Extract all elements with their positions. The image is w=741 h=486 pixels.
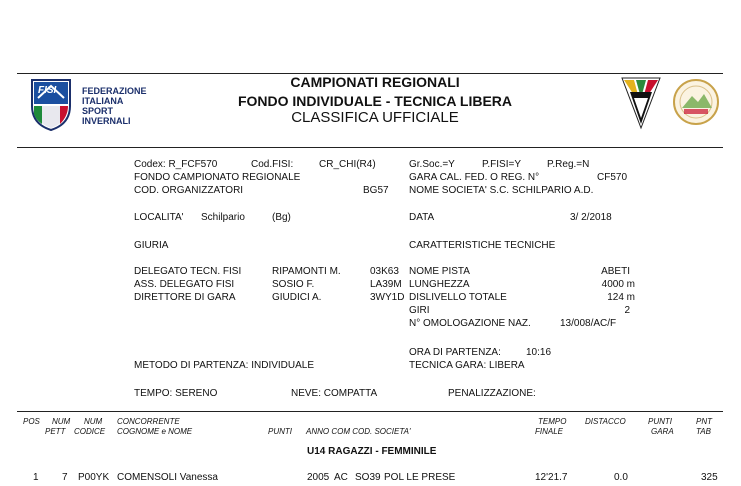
cod-fisi-label: Cod.FISI: — [251, 159, 294, 170]
tech-value-2: 4000 m — [601, 279, 635, 290]
event-logo — [620, 76, 662, 130]
org-line-2: ITALIANA — [82, 96, 124, 106]
col-num-pett-1: NUM — [52, 417, 71, 426]
tempo-meteo: TEMPO: SERENO — [134, 388, 218, 399]
fisi-logo — [28, 76, 74, 132]
tech-label-4: GIRI — [409, 305, 430, 316]
table-header-rule — [17, 411, 723, 412]
localita-value: Schilpario — [201, 212, 245, 223]
title-line-1: CAMPIONATI REGIONALI — [290, 74, 460, 90]
penalizzazione: PENALIZZAZIONE: — [448, 388, 536, 399]
row-com: AC — [334, 472, 348, 483]
tech-value-3: 124 m — [607, 292, 635, 303]
title-line-2: FONDO INDIVIDUALE - TECNICA LIBERA — [237, 93, 513, 109]
row-codice: P00YK — [78, 472, 110, 483]
title-line-3: CLASSIFICA UFFICIALE — [291, 109, 459, 126]
row-societa: POL LE PRESE — [384, 472, 456, 483]
org-line-1: FEDERAZIONE — [82, 86, 147, 96]
jury-role-1: DELEGATO TECN. FISI — [134, 266, 242, 277]
col-punti-gara-2: GARA — [651, 427, 674, 436]
col-concorrente-2: COGNOME e NOME — [117, 427, 193, 436]
col-distacco: DISTACCO — [585, 417, 626, 426]
tech-label-2: LUNGHEZZA — [409, 279, 470, 290]
ora-partenza-label: ORA DI PARTENZA: — [409, 347, 501, 358]
col-num-pett-2: PETT — [45, 427, 66, 436]
neve: NEVE: COMPATTA — [291, 388, 378, 399]
cod-org-label: COD. ORGANIZZATORI — [134, 185, 244, 196]
fondo-text: FONDO CAMPIONATO REGIONALE — [134, 172, 301, 183]
provincia: (Bg) — [272, 212, 291, 223]
col-anno-societa: ANNO COM COD. SOCIETA' — [306, 427, 411, 436]
jury-name-1: RIPAMONTI M. — [272, 266, 341, 277]
org-line-4: INVERNALI — [82, 116, 131, 126]
jury-name-2: SOSIO F. — [272, 279, 315, 290]
tech-label-5: N° OMOLOGAZIONE NAZ. — [409, 318, 531, 329]
cod-org-value: BG57 — [363, 185, 389, 196]
tech-value-5: 13/008/AC/F — [560, 318, 617, 329]
gr-soc: Gr.Soc.=Y — [409, 159, 455, 170]
codex-text: Codex: R_FCF570 — [134, 159, 218, 170]
ora-partenza-value: 10:16 — [526, 347, 552, 358]
localita-label: LOCALITA' — [134, 212, 184, 223]
col-punti-gara-1: PUNTI — [648, 417, 672, 426]
col-punti: PUNTI — [268, 427, 292, 436]
jury-role-3: DIRETTORE DI GARA — [134, 292, 236, 303]
jury-code-2: LA39M — [370, 279, 402, 290]
row-pos: 1 — [33, 472, 39, 483]
gara-cal-value: CF570 — [597, 172, 628, 183]
col-pos: POS — [23, 417, 40, 426]
tech-value-1: ABETI — [601, 266, 630, 277]
col-pnt-tab-1: PNT — [696, 417, 712, 426]
p-fisi: P.FISI=Y — [482, 159, 522, 170]
nome-societa: NOME SOCIETA' S.C. SCHILPARIO A.D. — [409, 185, 594, 196]
col-tempo-1: TEMPO — [538, 417, 567, 426]
col-tempo-2: FINALE — [535, 427, 564, 436]
jury-name-3: GIUDICI A. — [272, 292, 322, 303]
row-anno: 2005 — [307, 472, 330, 483]
metodo-partenza: METODO DI PARTENZA: INDIVIDUALE — [134, 360, 315, 371]
org-line-3: SPORT — [82, 106, 114, 116]
fisi-logo-text: FISI — [38, 85, 57, 96]
tecnica-gara: TECNICA GARA: LIBERA — [409, 360, 525, 371]
col-pnt-tab-2: TAB — [696, 427, 711, 436]
gara-cal-label: GARA CAL. FED. O REG. N° — [409, 172, 540, 183]
club-logo — [672, 78, 720, 126]
tech-label-3: DISLIVELLO TOTALE — [409, 292, 507, 303]
data-label: DATA — [409, 212, 435, 223]
row-pnt-tab: 325 — [701, 472, 718, 483]
data-value: 3/ 2/2018 — [570, 212, 612, 223]
jury-role-2: ASS. DELEGATO FISI — [134, 279, 235, 290]
row-nome: COMENSOLI Vanessa — [117, 472, 218, 483]
giuria-heading: GIURIA — [134, 240, 169, 251]
tech-label-1: NOME PISTA — [409, 266, 470, 277]
col-concorrente-1: CONCORRENTE — [117, 417, 180, 426]
category-title: U14 RAGAZZI - FEMMINILE — [307, 446, 437, 457]
row-distacco: 0.0 — [614, 472, 628, 483]
p-reg: P.Reg.=N — [547, 159, 590, 170]
jury-code-1: 03K63 — [370, 266, 399, 277]
col-num-codice-1: NUM — [84, 417, 103, 426]
row-tempo: 12'21.7 — [535, 472, 568, 483]
caratteristiche-heading: CARATTERISTICHE TECNICHE — [409, 240, 556, 251]
tech-value-4: 2 — [624, 305, 630, 316]
row-pett: 7 — [62, 472, 68, 483]
row-cod: SO39 — [355, 472, 381, 483]
header-rule — [17, 147, 723, 148]
col-num-codice-2: CODICE — [74, 427, 106, 436]
cod-fisi-value: CR_CHI(R4) — [319, 159, 376, 170]
jury-code-3: 3WY1D — [370, 292, 405, 303]
